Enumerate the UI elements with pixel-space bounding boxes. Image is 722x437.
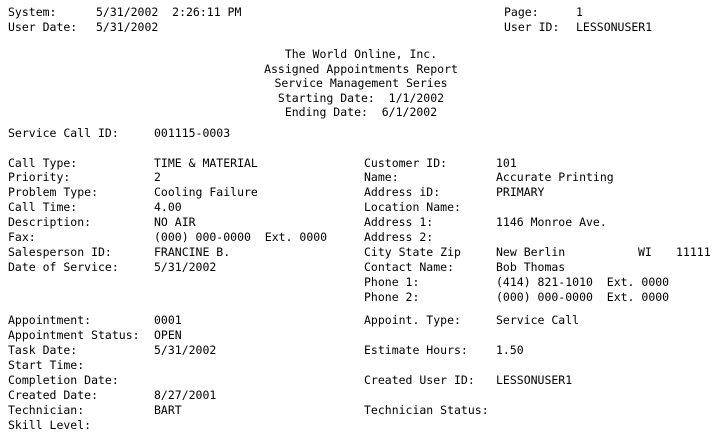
task-date-value: 5/31/2002 — [154, 343, 217, 357]
description-value: NO AIR — [154, 215, 196, 229]
series-name: Service Management Series — [274, 76, 448, 91]
created-user-id-label: Created User ID: — [364, 373, 475, 387]
city-value: New Berlin — [496, 245, 566, 259]
task-date-label: Task Date: — [8, 343, 78, 357]
city-state-zip-label: City State Zip — [364, 245, 461, 259]
call-type-label: Call Type: — [8, 156, 78, 170]
page-value: 1 — [576, 5, 583, 19]
appointment-status-label: Appointment Status: — [8, 328, 140, 342]
zip-value: 11111 — [676, 245, 711, 259]
created-date-label: Created Date: — [8, 388, 99, 402]
ending-date: Ending Date: 6/1/2002 — [284, 105, 438, 120]
user-date-label: User Date: — [8, 20, 78, 34]
phone-1-label: Phone 1: — [364, 275, 420, 289]
address-id-label: Address iD: — [364, 185, 441, 199]
page-label: Page: — [504, 5, 539, 19]
call-type-value: TIME & MATERIAL — [154, 156, 258, 170]
problem-type-label: Problem Type: — [8, 185, 99, 199]
starting-date: Starting Date: 1/1/2002 — [277, 90, 445, 105]
user-date-value: 5/31/2002 — [96, 20, 159, 34]
created-date-value: 8/27/2001 — [154, 388, 217, 402]
phone-2-label: Phone 2: — [364, 290, 420, 304]
location-name-label: Location Name: — [364, 200, 461, 214]
date-of-service-value: 5/31/2002 — [154, 260, 217, 274]
technician-status-label: Technician Status: — [364, 403, 489, 417]
company-name: The World Online, Inc. — [284, 47, 438, 61]
user-id-value: LESSONUSER1 — [576, 20, 653, 34]
service-call-id-label: Service Call ID: — [8, 126, 119, 140]
technician-label: Technician: — [8, 403, 85, 417]
customer-name-label: Name: — [364, 170, 399, 184]
call-time-label: Call Time: — [8, 200, 78, 214]
technician-value: BART — [154, 403, 182, 417]
customer-id-value: 101 — [496, 156, 517, 170]
address-1-label: Address 1: — [364, 215, 434, 229]
appointment-status-value: OPEN — [154, 328, 182, 342]
fax-value: (000) 000-0000 Ext. 0000 — [154, 230, 328, 244]
start-time-label: Start Time: — [8, 358, 85, 372]
estimate-hours-value: 1.50 — [496, 343, 524, 357]
salesperson-id-value: FRANCINE B. — [154, 245, 231, 259]
priority-value: 2 — [154, 170, 161, 184]
contact-name-value: Bob Thomas — [496, 260, 566, 274]
salesperson-id-label: Salesperson ID: — [8, 245, 112, 259]
date-of-service-label: Date of Service: — [8, 260, 119, 274]
fax-label: Fax: — [8, 230, 36, 244]
appointment-label: Appointment: — [8, 313, 92, 327]
appointment-type-label: Appoint. Type: — [364, 313, 461, 327]
phone-1-value: (414) 821-1010 Ext. 0000 — [496, 275, 670, 289]
appointment-value: 0001 — [154, 313, 182, 327]
contact-name-label: Contact Name: — [364, 260, 455, 274]
skill-level-label: Skill Level: — [8, 418, 92, 432]
report-title-block — [0, 47, 722, 120]
customer-name-value: Accurate Printing — [496, 170, 614, 184]
state-value: WI — [638, 245, 652, 259]
system-value: 5/31/2002 2:26:11 PM — [96, 5, 242, 19]
system-label: System: — [8, 5, 57, 19]
address-2-label: Address 2: — [364, 230, 434, 244]
priority-label: Priority: — [8, 170, 71, 184]
completion-date-label: Completion Date: — [8, 373, 119, 387]
phone-2-value: (000) 000-0000 Ext. 0000 — [496, 290, 670, 304]
report-name: Assigned Appointments Report — [264, 61, 458, 76]
call-time-value: 4.00 — [154, 200, 182, 214]
address-id-value: PRIMARY — [496, 185, 545, 199]
created-user-id-value: LESSONUSER1 — [496, 373, 573, 387]
address-1-value: 1146 Monroe Ave. — [496, 215, 607, 229]
problem-type-value: Cooling Failure — [154, 185, 258, 199]
customer-id-label: Customer ID: — [364, 156, 448, 170]
service-call-id-value: 001115-0003 — [154, 126, 231, 140]
description-label: Description: — [8, 215, 92, 229]
user-id-label: User ID: — [504, 20, 560, 34]
estimate-hours-label: Estimate Hours: — [364, 343, 468, 357]
appointment-type-value: Service Call — [496, 313, 580, 327]
